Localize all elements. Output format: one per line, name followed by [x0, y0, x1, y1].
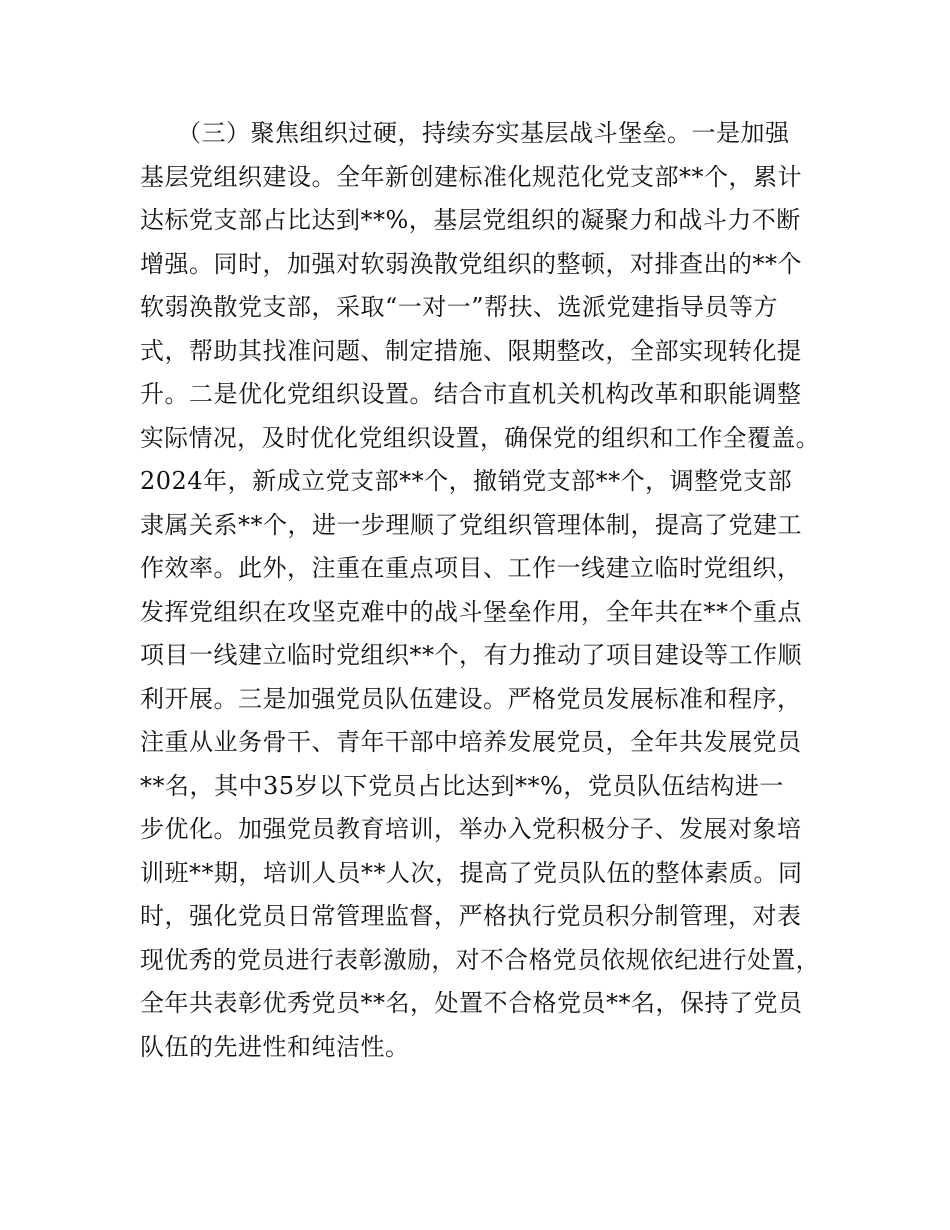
paragraph-line: 达标党支部占比达到**%，基层党组织的凝聚力和战斗力不断	[140, 206, 801, 234]
paragraph-line: 训班**期，培训人员**人次，提高了党员队伍的整体素质。同	[140, 858, 803, 887]
paragraph-line: 队伍的先进性和纯洁性。	[140, 1032, 410, 1061]
paragraph-line: 发挥党组织在攻坚克难中的战斗堡垒作用，全年共在**个重点	[140, 597, 802, 626]
paragraph-line: 增强。同时，加强对软弱涣散党组织的整顿，对排查出的**个	[140, 249, 802, 278]
paragraph-line: 升。二是优化党组织设置。结合市直机关机构改革和职能调整	[140, 380, 802, 408]
paragraph-line: 利开展。三是加强党员队伍建设。严格党员发展标准和程序，	[140, 684, 802, 713]
paragraph-line: 项目一线建立临时党组织**个，有力推动了项目建设等工作顺	[140, 641, 802, 669]
body-paragraph	[140, 112, 820, 1069]
paragraph-line: 现优秀的党员进行表彰激励，对不合格党员依规依纪进行处置，	[140, 945, 820, 974]
paragraph-line: **名，其中35岁以下党员占比达到**%，党员队伍结构进一	[140, 771, 784, 800]
paragraph-line: 式，帮助其找准问题、制定措施、限期整改，全部实现转化提	[140, 336, 802, 365]
paragraph-line: 2024年，新成立党支部**个，撤销党支部**个，调整党支部	[140, 467, 793, 495]
paragraph-line: 步优化。加强党员教育培训，举办入党积极分子、发展对象培	[140, 815, 802, 843]
paragraph-line: 作效率。此外，注重在重点项目、工作一线建立临时党组织，	[140, 554, 802, 582]
paragraph-line: 时，强化党员日常管理监督，严格执行党员积分制管理，对表	[140, 902, 802, 930]
paragraph-line: 全年共表彰优秀党员**名，处置不合格党员**名，保持了党员	[140, 989, 803, 1017]
paragraph-line: 实际情况，及时优化党组织设置，确保党的组织和工作全覆盖。	[140, 423, 820, 452]
paragraph-line: 隶属关系**个，进一步理顺了党组织管理体制，提高了党建工	[140, 510, 802, 539]
paragraph-line: 基层党组织建设。全年新创建标准化规范化党支部**个，累计	[140, 162, 802, 191]
paragraph-line: （三）聚焦组织过硬，持续夯实基层战斗堡垒。一是加强	[140, 119, 790, 147]
paragraph-line: 软弱涣散党支部，采取“一对一”帮扶、选派党建指导员等方	[140, 293, 779, 321]
paragraph-line: 注重从业务骨干、青年干部中培养发展党员，全年共发展党员	[140, 728, 802, 756]
